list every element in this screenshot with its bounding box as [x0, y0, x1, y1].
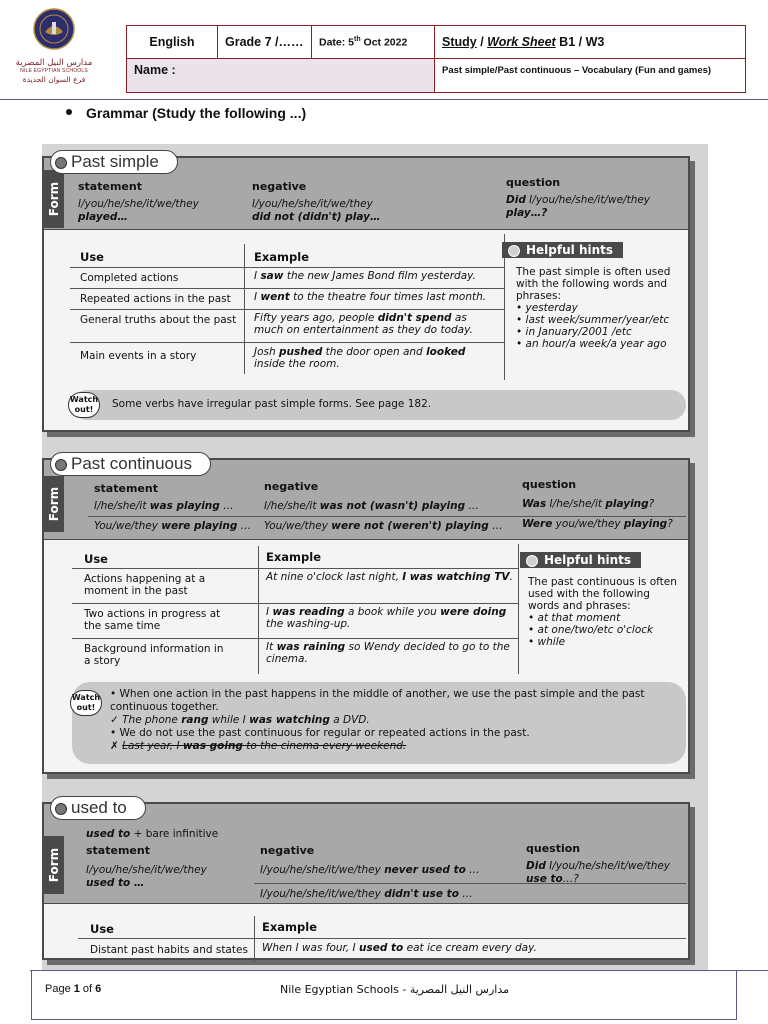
- footer-frame-bottom: [31, 1019, 737, 1020]
- question-form: Did I/you/he/she/it/we/they play…?: [506, 194, 651, 219]
- watch-out-badge: Watch out!: [68, 392, 100, 418]
- question-form-2: Were you/we/they playing?: [522, 518, 673, 530]
- row-rule: [72, 638, 518, 639]
- use-header: Use: [84, 552, 108, 566]
- header-table: [126, 25, 746, 93]
- negative-header: negative: [252, 180, 307, 193]
- page-number: Page 1 of 6: [45, 983, 102, 995]
- example-row: At nine o'clock last night, I was watching TV.: [266, 571, 513, 583]
- col-rule: [258, 546, 259, 674]
- hint-item: • yesterday: [516, 302, 676, 314]
- school-seal-icon: [33, 8, 75, 50]
- row-rule: [72, 603, 518, 604]
- header-divider: [0, 99, 768, 100]
- row-rule: [70, 267, 504, 268]
- use-row: General truths about the past: [80, 314, 237, 326]
- watch-out-text: Some verbs have irregular past simple forms. See page 182.: [112, 398, 432, 410]
- negative-form: I/you/he/she/it/we/they did not (didn't) play…: [252, 198, 381, 223]
- row-rule: [88, 516, 686, 517]
- negative-form-1: I/you/he/she/it/we/they never used to …: [260, 864, 480, 876]
- example-row: I went to the theatre four times last month.: [254, 291, 487, 303]
- watch-out-text: • When one action in the past happens in the middle of another, we use the past simple and the past continuous together. ✓ The phone rang while I was watching a DVD. • We do not use the past continuous for regular or repeated actions in the past. ✗ Last year, I was going to the cinema every weekend.: [110, 688, 645, 752]
- use-row: Distant past habits and states: [90, 944, 248, 956]
- worksheet-cell: Study / Work Sheet B1 / W3: [435, 26, 746, 59]
- question-form-1: Was I/he/she/it playing?: [522, 498, 655, 510]
- use-header: Use: [90, 922, 114, 936]
- school-name-arabic: مدارس النيل المصرية: [15, 58, 93, 68]
- col-rule: [244, 244, 245, 374]
- school-name-english: NILE EGYPTIAN SCHOOLS: [20, 68, 88, 74]
- statement-form: I/you/he/she/it/we/they played…: [78, 198, 199, 223]
- negative-form-1: I/he/she/it was not (wasn't) playing …: [264, 500, 479, 512]
- hints-list: [516, 302, 676, 350]
- form-band: [44, 804, 688, 904]
- question-form: Did I/you/he/she/it/we/they use to…?: [526, 860, 671, 885]
- example-row: When I was four, I used to eat ice cream every day.: [262, 942, 537, 954]
- school-branch-arabic: فرع السوان الجديدة: [22, 75, 86, 84]
- helpful-hints-text: The past simple is often used with the following words and phrases: • yesterday • last week/summer/year/etc • in January/2001 /etc • an hour/a week/a year ago: [516, 266, 676, 350]
- question-header: question: [506, 176, 561, 189]
- form-tab: Form: [44, 476, 64, 532]
- helpful-hints-title: Helpful hints: [502, 242, 623, 258]
- negative-header: negative: [260, 844, 315, 857]
- example-row: I was reading a book while you were doing the washing-up.: [266, 606, 507, 630]
- bullet-icon: [66, 109, 72, 115]
- helpful-hints-title: Helpful hints: [520, 552, 641, 568]
- grammar-heading: Grammar (Study the following ...): [66, 105, 306, 121]
- question-header: question: [526, 842, 581, 855]
- watch-out-box: [72, 682, 686, 764]
- negative-header: negative: [264, 480, 319, 493]
- hint-item: • in January/2001 /etc: [516, 326, 676, 338]
- past-continuous-title: Past continuous: [50, 452, 211, 476]
- statement-form-1: I/he/she/it was playing …: [94, 500, 234, 512]
- used-to-panel: [42, 802, 690, 960]
- row-rule: [72, 568, 518, 569]
- statement-form-2: You/we/they were playing …: [94, 520, 252, 532]
- negative-form-2: You/we/they were not (weren't) playing …: [264, 520, 503, 532]
- form-tab: Form: [44, 170, 64, 228]
- row-rule: [78, 938, 686, 939]
- use-row: Completed actions: [80, 272, 179, 284]
- row-rule: [70, 342, 504, 343]
- question-header: question: [522, 478, 577, 491]
- statement-header: statement: [94, 482, 158, 495]
- example-row: I saw the new James Bond film yesterday.: [254, 270, 476, 282]
- footer-divider: [30, 970, 768, 971]
- past-simple-panel: [42, 156, 690, 432]
- col-rule: [518, 544, 519, 674]
- form-tab: Form: [44, 836, 64, 894]
- watch-out-badge: Watch out!: [70, 690, 102, 716]
- example-header: Example: [266, 550, 321, 564]
- use-header: Use: [80, 250, 104, 264]
- grammar-scan: [42, 144, 708, 971]
- example-row: It was raining so Wendy decided to go to the cinema.: [266, 641, 510, 665]
- statement-form: I/you/he/she/it/we/they used to …: [86, 864, 207, 889]
- col-rule: [254, 916, 255, 962]
- school-logo: [14, 8, 94, 100]
- use-row: Background information in a story: [84, 643, 224, 667]
- statement-header: statement: [78, 180, 142, 193]
- hint-item: • while: [528, 636, 684, 648]
- used-to-rule: used to + bare infinitive: [86, 828, 219, 840]
- used-to-title: used to: [50, 796, 146, 820]
- footer-frame-left: [31, 970, 32, 1020]
- use-row: Two actions in progress at the same time: [84, 608, 221, 632]
- name-field[interactable]: Name :: [127, 59, 435, 93]
- row-rule: [70, 288, 504, 289]
- statement-header: statement: [86, 844, 150, 857]
- grade-cell[interactable]: Grade 7 /……: [218, 26, 312, 59]
- example-row: Fifty years ago, people didn't spend as much on entertainment as they do today.: [254, 312, 473, 336]
- footer-school-name: Nile Egyptian Schools - مدارس النيل المصرية: [280, 983, 509, 996]
- use-row: Actions happening at a moment in the past: [84, 573, 206, 597]
- example-header: Example: [254, 250, 309, 264]
- example-row: Josh pushed the door open and looked inside the room.: [254, 346, 466, 370]
- hint-item: • at that moment: [528, 612, 684, 624]
- use-row: Repeated actions in the past: [80, 293, 231, 305]
- use-row: Main events in a story: [80, 350, 197, 362]
- past-simple-title: Past simple: [50, 150, 178, 174]
- date-cell: Date: 5th Oct 2022: [312, 26, 435, 59]
- helpful-hints-text: The past continuous is often used with the following words and phrases: • at that moment • at one/two/etc o'clock • while: [528, 576, 684, 648]
- example-header: Example: [262, 920, 317, 934]
- hint-item: • at one/two/etc o'clock: [528, 624, 684, 636]
- row-rule: [70, 309, 504, 310]
- topic-cell: Past simple/Past continuous – Vocabulary (Fun and games): [435, 59, 746, 93]
- hints-list: [528, 612, 684, 648]
- hint-item: • an hour/a week/a year ago: [516, 338, 676, 350]
- negative-form-2: I/you/he/she/it/we/they didn't use to …: [260, 888, 473, 900]
- subject-cell: English: [127, 26, 218, 59]
- past-continuous-panel: [42, 458, 690, 774]
- hint-item: • last week/summer/year/etc: [516, 314, 676, 326]
- watch-out-box: [69, 390, 686, 420]
- footer-frame-right: [736, 970, 737, 1020]
